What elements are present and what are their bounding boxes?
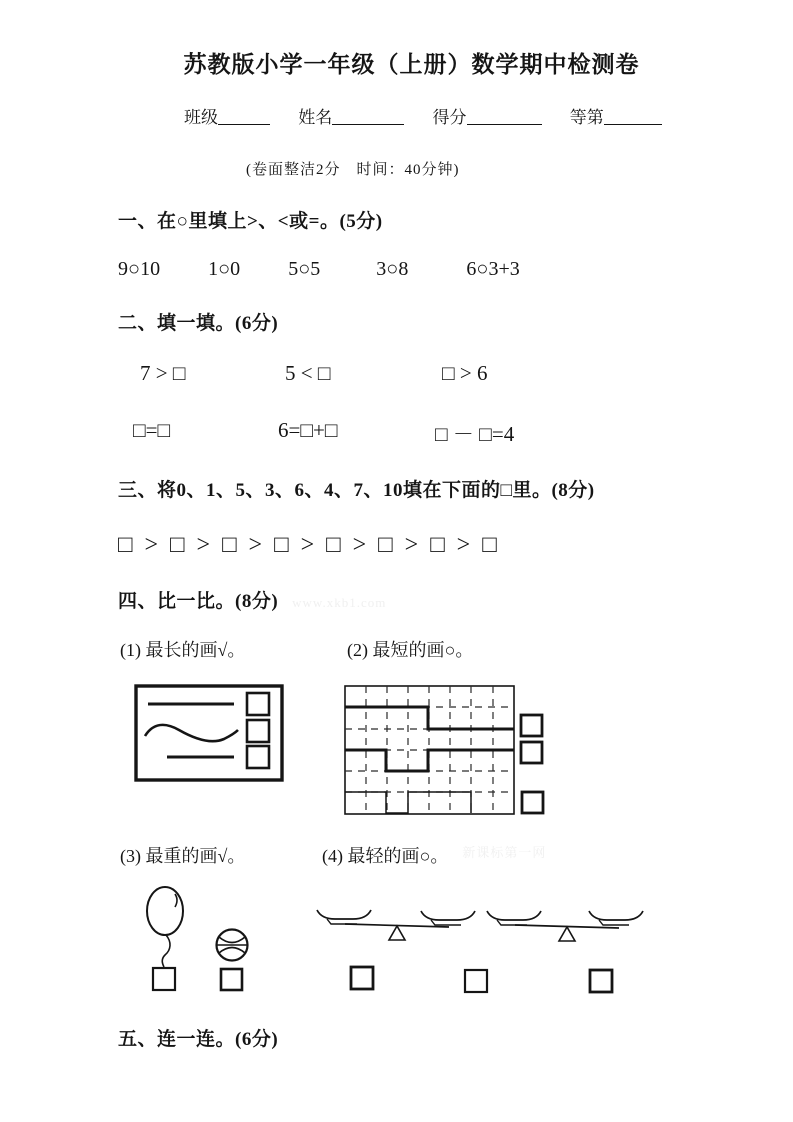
section5-header: 五、连一连。(6分) (118, 1029, 279, 1050)
thin-path-3 (345, 792, 471, 813)
grade-field (570, 108, 662, 127)
score-blank-line (467, 109, 542, 125)
answer-box (521, 715, 542, 736)
balloon-highlight (175, 894, 177, 907)
answer-box (153, 968, 175, 990)
longest-line-figure (134, 684, 284, 782)
answer-box (465, 970, 487, 992)
section2-header: 二、填一填。(6分) (118, 313, 279, 334)
class-label: 班级 (184, 108, 218, 127)
fill-problem: □=□ (133, 418, 171, 442)
section4-figures-row2 (138, 882, 705, 997)
compare-problem: 3○8 (376, 258, 409, 280)
compare-problem: 1○0 (208, 258, 241, 280)
score-field (433, 108, 542, 127)
wavy-line (145, 725, 238, 741)
fulcrum-triangle (389, 926, 405, 940)
subquestion-2-label: (2) 最短的画○。 (347, 640, 474, 660)
watermark-url: www.xkb1.com (292, 595, 387, 610)
right-pan (589, 911, 643, 920)
basketball-seam-bottom (219, 948, 245, 954)
balance-scale-1 (317, 910, 475, 940)
section2-row2 (133, 418, 705, 448)
compare-problem: 5○5 (288, 258, 321, 280)
grade-label: 等第 (569, 108, 604, 127)
bold-path-1 (345, 707, 514, 729)
answer-box (247, 720, 269, 742)
right-pan (421, 911, 475, 920)
section4-header (118, 586, 705, 613)
balloon (147, 887, 183, 935)
watermark-site: 新课标第一网 (462, 845, 547, 860)
answer-box (221, 969, 242, 990)
class-field (184, 108, 270, 127)
section1-header: 一、在○里填上>、<或=。(5分) (118, 211, 383, 232)
fill-problem: 7 > □ (140, 361, 186, 385)
section4-header-text: 四、比一比。(8分) (118, 591, 279, 612)
subquestion-3-label: (3) 最重的画√。 (120, 846, 246, 866)
score-label: 得分 (432, 108, 467, 127)
basketball-seam-top (219, 937, 245, 943)
name-blank-line (332, 109, 404, 125)
balloon-string (162, 935, 170, 967)
student-info-row (184, 103, 705, 128)
name-field (298, 108, 404, 127)
answer-box (247, 746, 269, 768)
answer-box (247, 693, 269, 715)
answer-box (351, 967, 373, 989)
bold-path-2 (345, 750, 514, 771)
compare-problem: 6○3+3 (466, 258, 520, 280)
section4-subquestions-34 (120, 842, 705, 868)
subquestion-1-label: (1) 最长的画√。 (120, 640, 246, 660)
section3-sequence: □ > □ > □ > □ > □ > □ > □ > □ (118, 532, 500, 558)
name-label: 姓名 (298, 108, 333, 127)
fill-problem: □ > 6 (442, 361, 488, 385)
section4-subquestions-12 (120, 636, 705, 662)
exam-note: (卷面整洁2分 时间：40分钟) (246, 162, 460, 178)
section2-row1 (140, 361, 705, 386)
shortest-path-figure (344, 684, 546, 819)
fill-problem: □ － □=4 (435, 422, 515, 446)
grade-blank-line (604, 109, 662, 125)
figure-border (136, 686, 282, 780)
page-title: 苏教版小学一年级（上册）数学期中检测卷 (183, 52, 640, 77)
lightest-object-figure (313, 905, 648, 997)
section4-figures-row1 (134, 684, 705, 819)
answer-box (521, 742, 542, 763)
section3-header: 三、将0、1、5、3、6、4、7、10填在下面的□里。(8分) (118, 480, 595, 501)
answer-box (522, 792, 543, 813)
fulcrum-triangle (559, 927, 575, 941)
answer-box (590, 970, 612, 992)
heaviest-object-figure (138, 882, 273, 997)
balance-scale-2 (487, 911, 643, 941)
left-pan (487, 911, 541, 920)
left-pan (317, 910, 371, 919)
section1-problems (118, 258, 705, 281)
class-blank-line (218, 109, 270, 125)
fill-problem: 6=□+□ (278, 418, 338, 442)
subquestion-4-label: (4) 最轻的画○。 (322, 846, 449, 866)
compare-problem: 9○10 (118, 258, 161, 280)
fill-problem: 5 < □ (285, 361, 331, 385)
